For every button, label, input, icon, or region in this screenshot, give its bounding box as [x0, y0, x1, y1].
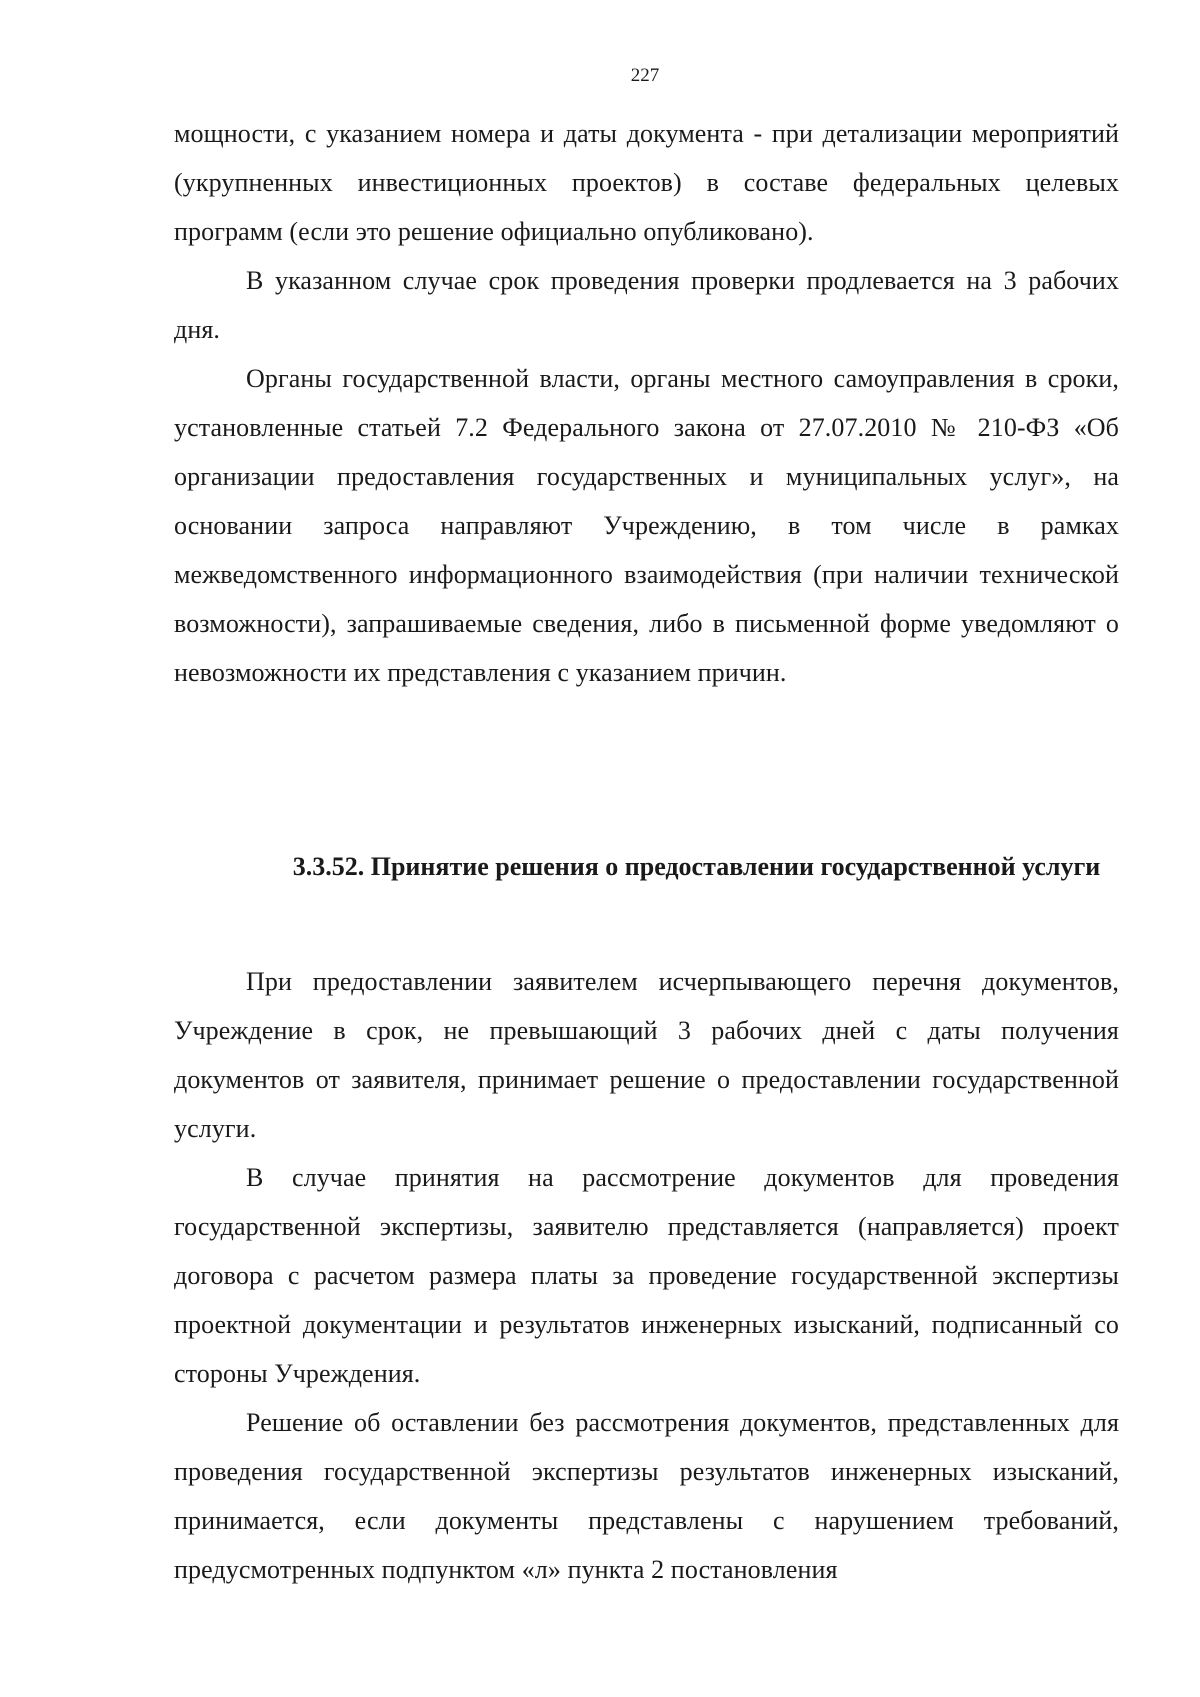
paragraph: Решение об оставлении без рассмотрения документов, представленных для проведения государственной экспертизы результатов инженерных изысканий, принимается, если документы представлены с нарушением требований, предусмотренных подпунктом «л» пункта 2 постановления: [174, 1408, 1119, 1584]
paragraph: Органы государственной власти, органы местного самоуправления в сроки, установленные статьей 7.2 Федерального закона от 27.07.2010 № 210-ФЗ «Об организации предоставления государственных и муниципальных услуг», на основании запроса направляют Учреждению, в том числе в рамках межведомственного информационного взаимодействия (при наличии технической возможности), запрашиваемые сведения, либо в письменной форме уведомляют о невозможности их представления с указанием причин.: [174, 364, 1119, 687]
text-block-bottom: [174, 957, 1119, 1594]
paragraph: В указанном случае срок проведения проверки продлевается на 3 рабочих дня.: [174, 266, 1119, 344]
paragraph: При предоставлении заявителем исчерпывающего перечня документов, Учреждение в срок, не превышающий 3 рабочих дней с даты получения документов от заявителя, принимает решение о предоставлении государственной услуги.: [174, 967, 1119, 1143]
text-block-top: [174, 109, 1119, 697]
paragraph: В случае принятия на рассмотрение документов для проведения государственной экспертизы, заявителю представляется (направляется) проект договора с расчетом размера платы за проведение государственной экспертизы проектной документации и результатов инженерных изысканий, подписанный со стороны Учреждения.: [174, 1163, 1119, 1388]
paragraph-continuation: мощности, с указанием номера и даты документа - при детализации мероприятий (укрупненных инвестиционных проектов) в составе федеральных целевых программ (если это решение официально опубликовано).: [174, 119, 1119, 246]
section-heading: 3.3.52. Принятие решения о предоставлении государственной услуги: [292, 852, 1101, 881]
page-number: 227: [630, 65, 660, 86]
